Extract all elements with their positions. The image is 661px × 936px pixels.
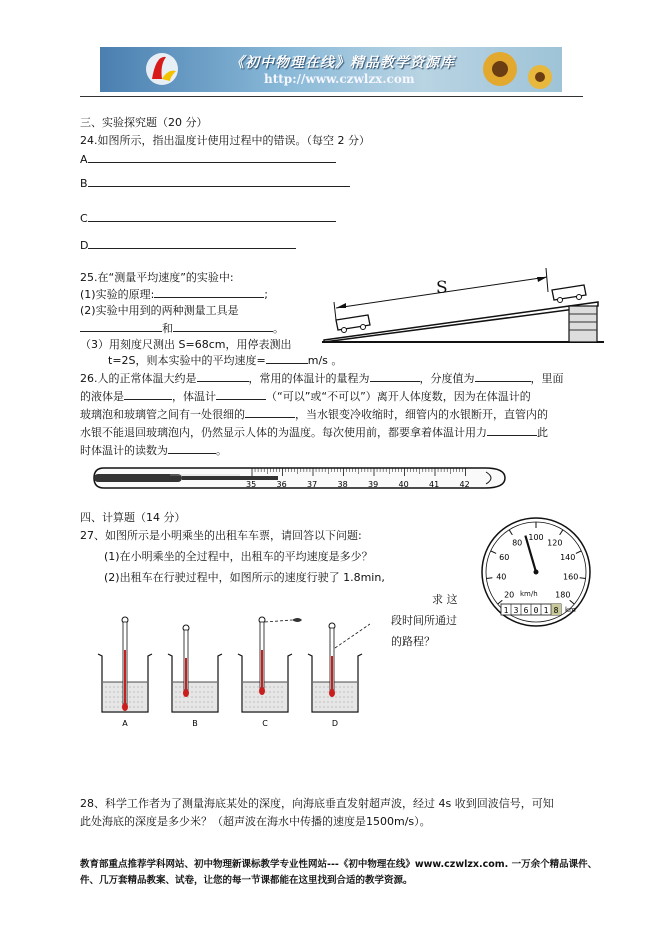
- q25-speed-label: t=2S，则本实验中的平均速度=: [108, 354, 266, 367]
- q26-text-5a: 时体温计的读数为: [80, 444, 168, 457]
- beaker-b: [168, 625, 222, 728]
- q24-blank-a: [80, 151, 336, 167]
- q24-answer-b-field[interactable]: [88, 175, 350, 187]
- q26-text-3a: 玻璃泡和玻璃管之间有一处很细的: [80, 408, 245, 421]
- odometer-digit: 1: [543, 606, 549, 615]
- cart-bottom-icon: [336, 315, 370, 333]
- speedo-tick-label: 120: [547, 538, 563, 548]
- beaker-label: D: [331, 719, 339, 728]
- q26-text-2b: ，体温计: [172, 390, 216, 403]
- speedo-tick-label: 40: [496, 572, 507, 582]
- beaker-label: A: [122, 719, 128, 728]
- q27-sub2-cont1: 求 这: [432, 593, 458, 606]
- speedo-tick-label: 80: [512, 538, 523, 548]
- odometer-digit: 0: [533, 606, 539, 615]
- q25-principle-field[interactable]: [154, 286, 264, 298]
- q26-text-4: 水银不能退回玻璃泡内，仍然显示人体的为温度。每次使用前，都要拿着体温计用力: [80, 426, 487, 439]
- q25-line2: (2)实验中用到的两种测量工具是: [80, 304, 239, 317]
- q24-label-a: A: [80, 153, 88, 166]
- thermo-tick-label: 37: [307, 480, 318, 489]
- q28-line2: 此处海底的深度是多少米？（超声波在海水中传播的速度是1500m/s）。: [80, 815, 431, 828]
- q26-liquid-field[interactable]: [124, 388, 172, 400]
- speedometer-unit: km/h: [520, 590, 538, 598]
- incline-figure: [322, 262, 604, 346]
- q26-body-temp-field[interactable]: [197, 370, 249, 382]
- q25-line3: [80, 320, 284, 336]
- q25-prompt: 25.在“测量平均速度”的实验中:: [80, 271, 234, 284]
- q25-line1-end: ;: [264, 288, 269, 301]
- odometer-digit: 3: [513, 606, 519, 615]
- q26-line1: [80, 370, 564, 386]
- speedo-tick-label: 160: [563, 572, 579, 582]
- q26-text-2c: （“可以”或“不可以”）离开人体度数，因为在体温计的: [266, 390, 531, 403]
- q26-text-1b: ，常用的体温计的量程为: [248, 372, 370, 385]
- q25-tool2-field[interactable]: [173, 320, 273, 332]
- thermo-tick-label: 38: [337, 480, 348, 489]
- beaker-label: B: [192, 719, 198, 728]
- odometer-digit: 1: [503, 606, 509, 615]
- speedo-tick-label: 100: [528, 533, 544, 542]
- incline-s-label: S: [436, 278, 448, 298]
- q27-sub2-cont3: 的路程？: [391, 635, 435, 648]
- q24-answer-c-field[interactable]: [88, 210, 336, 222]
- q26-range-field[interactable]: [370, 370, 420, 382]
- header-banner: [100, 47, 562, 92]
- q25-line4: （3）用刻度尺测出 S=68cm，用停表测出: [80, 338, 292, 351]
- q26-text-2a: 的液体是: [80, 390, 124, 403]
- beaker-a: [98, 617, 152, 728]
- q24-prompt: 24.如图所示，指出温度计使用过程中的错误。（每空 2 分）: [80, 134, 370, 147]
- q25-speed-unit: m/s 。: [307, 354, 343, 367]
- q24-answer-a-field[interactable]: [88, 151, 336, 163]
- footer-line2: 件、几万套精品教案、试卷，让您的每一节课都能在这里找到合适的教学资源。: [80, 875, 413, 886]
- beakers-figure: [90, 612, 370, 732]
- q26-narrow-field[interactable]: [245, 406, 295, 418]
- q25-line3-end: 。: [273, 322, 284, 335]
- thermo-tick-label: 40: [398, 480, 409, 489]
- q25-principle-label: (1)实验的原理:: [80, 288, 155, 301]
- q26-text-1a: 26.人的正常体温大约是: [80, 372, 197, 385]
- q27-sub2-cont2: 段时间所通过: [391, 614, 457, 627]
- header-rule: [80, 96, 583, 97]
- q26-shake-field[interactable]: [487, 424, 537, 436]
- beaker-label: C: [262, 719, 268, 728]
- q26-line3: [80, 406, 548, 422]
- beaker-c: [238, 617, 302, 728]
- q24-blank-b: [80, 175, 350, 191]
- q24-label-d: D: [80, 239, 89, 252]
- q25-line1: [80, 286, 268, 302]
- q27-prompt: 27、如图所示是小明乘坐的出租车车票，请回答以下问题:: [80, 529, 362, 542]
- speedo-tick-label: 180: [555, 590, 571, 600]
- speedo-tick-label: 140: [560, 553, 576, 563]
- q26-line2: [80, 388, 531, 404]
- thermo-tick-label: 41: [429, 480, 440, 489]
- q24-answer-d-field[interactable]: [88, 237, 296, 249]
- q24-blank-d: [80, 237, 296, 253]
- beaker-d: [308, 620, 370, 728]
- cart-top-icon: [552, 285, 586, 303]
- q26-line5: [80, 442, 227, 458]
- thermo-tick-label: 42: [459, 480, 470, 489]
- q24-label-c: C: [80, 212, 88, 225]
- q26-text-5b: 。: [216, 444, 227, 457]
- q26-text-4b: 此: [537, 426, 548, 439]
- q26-line4: [80, 424, 548, 440]
- banner-url: http://www.czwlzx.com: [264, 72, 415, 86]
- q28-line1: 28、科学工作者为了测量海底某处的深度，向海底垂直发射超声波，经过 4s 收到回波信号，可知: [80, 797, 554, 810]
- speedo-tick-label: 20: [504, 590, 515, 600]
- q26-text-3b: ，当水银变冷收缩时，细管内的水银断开，直管内的: [295, 408, 548, 421]
- clinical-thermometer: [90, 462, 510, 496]
- q26-reading-field[interactable]: [168, 442, 216, 454]
- odometer-digit: 8: [553, 606, 559, 615]
- section3-heading: 三、实验探究题（20 分）: [80, 116, 208, 129]
- banner-title: 《初中物理在线》精品教学资源库: [230, 55, 455, 71]
- q26-text-1c: ，分度值为: [419, 372, 475, 385]
- footer-line1: 教育部重点推荐学科网站、初中物理新课标教学专业性网站---《初中物理在线》www.czwlzx.com. 一万余个精品课件、: [80, 859, 598, 870]
- thermo-tick-label: 35: [246, 480, 257, 489]
- q25-tool1-field[interactable]: [80, 320, 162, 332]
- odometer-digit: 6: [523, 606, 529, 615]
- speedo-tick-label: 60: [499, 553, 510, 563]
- odometer-unit: km: [565, 606, 576, 614]
- q26-can-leave-field[interactable]: [216, 388, 266, 400]
- thermo-tick-label: 39: [368, 480, 379, 489]
- q27-sub1: (1)在小明乘坐的全过程中，出租车的平均速度是多少？: [104, 550, 373, 563]
- thermo-tick-label: 36: [276, 480, 287, 489]
- q26-text-1d: ，里面: [530, 372, 564, 385]
- q24-blank-c: [80, 210, 336, 226]
- q25-speed-field[interactable]: [266, 352, 308, 364]
- q25-line5: [108, 352, 342, 368]
- q27-sub2: (2)出租车在行驶过程中，如图所示的速度行驶了 1.8min,: [104, 571, 385, 584]
- q25-and: 和: [162, 322, 173, 335]
- q24-label-b: B: [80, 177, 88, 190]
- q26-division-field[interactable]: [475, 370, 531, 382]
- section4-heading: 四、计算题（14 分）: [80, 511, 186, 524]
